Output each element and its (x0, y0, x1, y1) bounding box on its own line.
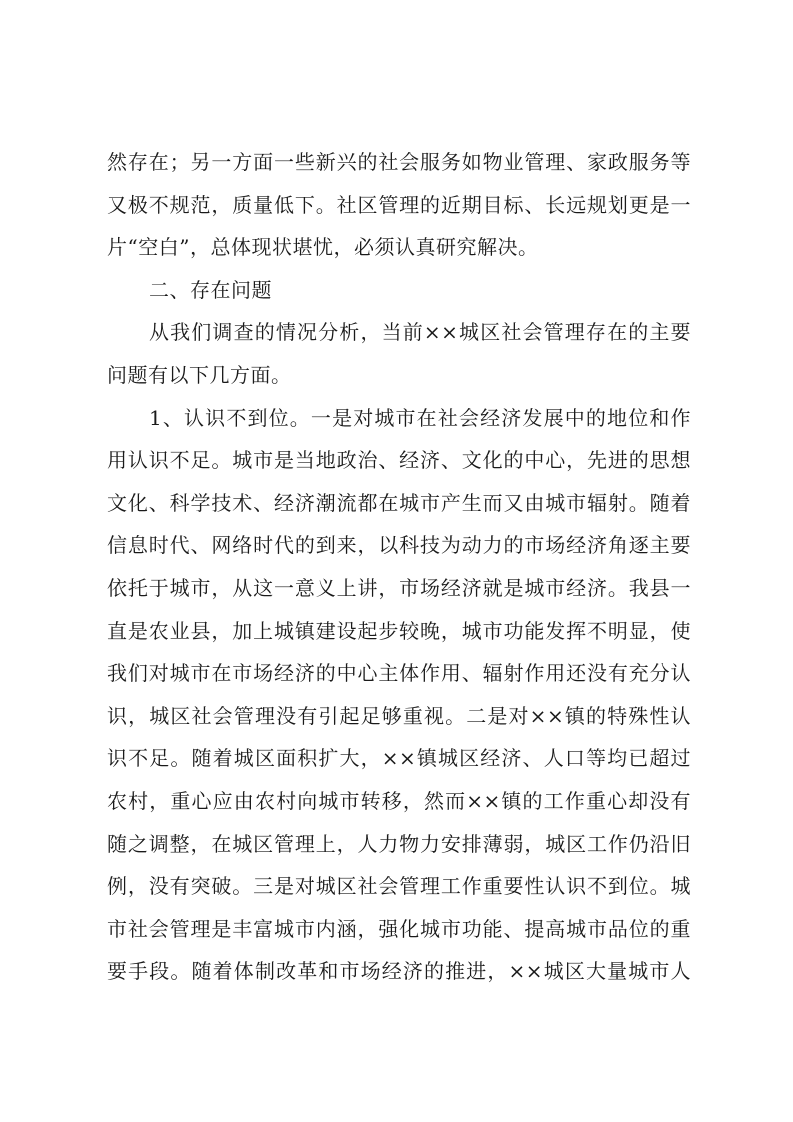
text-line: 依托于城市，从这一意义上讲，市场经济就是城市经济。我县一 (107, 575, 691, 600)
paragraph-continuation (107, 141, 691, 269)
text-line: 农村，重心应由农村向城市转移，然而××镇的工作重心却没有 (107, 788, 691, 813)
section-heading (107, 269, 691, 312)
text-line: 从我们调查的情况分析，当前××城区社会管理存在的主要 (149, 320, 691, 345)
paragraph-item-1 (107, 397, 691, 993)
text-line: 要手段。随着体制改革和市场经济的推进，××城区大量城市人 (107, 959, 691, 984)
text-line: 然存在；另一方面一些新兴的社会服务如物业管理、家政服务等 (107, 150, 691, 174)
text-line: 信息时代、网络时代的到来，以科技为动力的市场经济角逐主要 (107, 533, 691, 558)
text-line: 用认识不足。城市是当地政治、经济、文化的中心，先进的思想 (107, 448, 691, 473)
text-line: 片“空白”，总体现状堪忧，必须认真研究解决。 (107, 235, 539, 260)
text-line: 例，没有突破。三是对城区社会管理工作重要性认识不到位。城 (107, 874, 691, 899)
text-line: 随之调整，在城区管理上，人力物力安排薄弱，城区工作仍沿旧 (107, 831, 691, 856)
heading-text: 二、存在问题 (149, 277, 272, 302)
document-body (107, 141, 691, 993)
paragraph-intro (107, 311, 691, 396)
text-line: 识不足。随着城区面积扩大，××镇城区经济、人口等均已超过 (107, 746, 691, 771)
text-line: 1、认识不到位。一是对城市在社会经济发展中的地位和作 (149, 405, 691, 430)
text-line: 市社会管理是丰富城市内涵，强化城市功能、提高城市品位的重 (107, 916, 691, 941)
text-line: 又极不规范，质量低下。社区管理的近期目标、长远规划更是一 (107, 192, 691, 217)
text-line: 问题有以下几方面。 (107, 362, 292, 387)
text-line: 文化、科学技术、经济潮流都在城市产生而又由城市辐射。随着 (107, 490, 691, 515)
text-line: 我们对城市在市场经济的中心主体作用、辐射作用还没有充分认 (107, 661, 691, 686)
text-line: 识，城区社会管理没有引起足够重视。二是对××镇的特殊性认 (107, 703, 691, 728)
text-line: 直是农业县，加上城镇建设起步较晚，城市功能发挥不明显，使 (107, 618, 691, 643)
